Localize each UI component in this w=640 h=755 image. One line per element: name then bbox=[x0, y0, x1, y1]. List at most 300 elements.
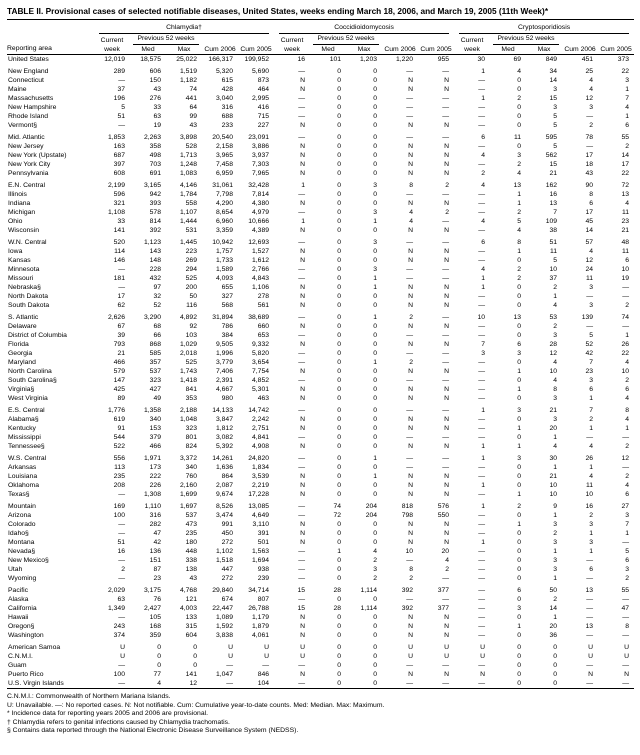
cell: N bbox=[408, 302, 414, 309]
cell: 1 bbox=[625, 86, 630, 93]
cell: 0 bbox=[337, 275, 342, 282]
cell: — bbox=[586, 293, 594, 300]
table-row bbox=[7, 622, 634, 631]
col-header-max: Max bbox=[166, 45, 202, 55]
cell: 359 bbox=[149, 632, 161, 639]
cell: 1,114 bbox=[360, 587, 378, 594]
cell: 1 bbox=[517, 368, 522, 375]
cell: — bbox=[298, 332, 306, 339]
cell: 97 bbox=[153, 284, 161, 291]
cell: N bbox=[300, 86, 306, 93]
reporting-area: Rhode Island bbox=[8, 113, 49, 120]
cell: 6 bbox=[625, 122, 630, 129]
cell: N bbox=[300, 152, 306, 159]
cell: U bbox=[228, 653, 233, 660]
cell: 8 bbox=[625, 407, 630, 414]
cell: 33 bbox=[153, 104, 161, 111]
cell: 1,592 bbox=[215, 623, 233, 630]
cell: N bbox=[408, 200, 414, 207]
cell: 525 bbox=[185, 359, 197, 366]
cell: 37 bbox=[549, 275, 558, 282]
cell: 1,445 bbox=[179, 239, 197, 246]
cell: 89 bbox=[117, 395, 125, 402]
cell: 4 bbox=[553, 359, 558, 366]
cell: — bbox=[478, 161, 486, 168]
cell: 8 bbox=[409, 182, 414, 189]
cell: 340 bbox=[185, 464, 197, 471]
cell: 416 bbox=[257, 104, 270, 111]
cell: 608 bbox=[113, 170, 125, 177]
reporting-area: Mississippi bbox=[8, 434, 41, 441]
cell: 353 bbox=[185, 395, 197, 402]
cell: 660 bbox=[257, 323, 270, 330]
cell: 38 bbox=[549, 227, 558, 234]
cell: 10 bbox=[585, 491, 594, 498]
table-title: TABLE II. Provisional cases of selected notifiable diseases, United States, weeks ending March 18, 2006, and March 19, 2005 (11th Week)* bbox=[7, 6, 549, 16]
cell: 2 bbox=[589, 122, 594, 129]
cell: N bbox=[624, 671, 630, 678]
col-header-cum-2006: Cum 2006 bbox=[202, 34, 238, 55]
cell: 16 bbox=[585, 503, 594, 510]
cell: 1 bbox=[373, 275, 378, 282]
cell: 72 bbox=[333, 512, 342, 519]
reporting-area: Maryland bbox=[8, 359, 36, 366]
cell: 7,754 bbox=[252, 368, 270, 375]
cell: 1,179 bbox=[252, 614, 270, 621]
reporting-area: Ohio bbox=[8, 218, 23, 225]
cell: 691 bbox=[149, 170, 161, 177]
cell: 0 bbox=[337, 416, 342, 423]
cell: 31,061 bbox=[212, 182, 233, 189]
cell: 68 bbox=[153, 323, 161, 330]
cell: N bbox=[300, 77, 306, 84]
cell: — bbox=[442, 134, 450, 141]
cell: — bbox=[118, 614, 125, 621]
cell: 392 bbox=[149, 227, 161, 234]
cell: 0 bbox=[337, 632, 342, 639]
cell: 0 bbox=[157, 662, 161, 669]
cell: — bbox=[118, 122, 125, 129]
cell: 3,359 bbox=[215, 227, 233, 234]
cell: 7 bbox=[481, 341, 486, 348]
cell: — bbox=[406, 377, 414, 384]
cell: 3 bbox=[553, 104, 558, 111]
reporting-area: Colorado bbox=[8, 521, 36, 528]
cell: 1,358 bbox=[143, 407, 161, 414]
cell: 9,505 bbox=[215, 341, 233, 348]
col-header-max: Max bbox=[346, 45, 382, 55]
cell: 21 bbox=[117, 350, 125, 357]
cell: N bbox=[408, 86, 414, 93]
cell: 1 bbox=[517, 491, 522, 498]
cell: 0 bbox=[517, 566, 522, 573]
cell: 1 bbox=[625, 425, 630, 432]
cell: 7,814 bbox=[252, 191, 270, 198]
cell: 43 bbox=[189, 122, 197, 129]
cell: — bbox=[478, 209, 486, 216]
col-header-max: Max bbox=[526, 45, 562, 55]
cell: 4,389 bbox=[252, 227, 270, 234]
cell: 5 bbox=[553, 257, 558, 264]
cell: 561 bbox=[257, 302, 270, 309]
cell: 12 bbox=[189, 680, 197, 687]
cell: 0 bbox=[373, 662, 378, 669]
cell: 0 bbox=[373, 416, 378, 423]
cell: 544 bbox=[113, 434, 125, 441]
reporting-area: South Dakota bbox=[8, 302, 50, 309]
cell: 432 bbox=[149, 275, 161, 282]
col-header-med: Med bbox=[130, 45, 166, 55]
cell: — bbox=[406, 113, 414, 120]
cell: 20 bbox=[441, 548, 450, 555]
cell: 99 bbox=[189, 113, 197, 120]
cell: 14 bbox=[585, 227, 594, 234]
cell: — bbox=[442, 359, 450, 366]
cell: 2,188 bbox=[179, 407, 197, 414]
cell: N bbox=[444, 416, 450, 423]
cell: 0 bbox=[517, 323, 522, 330]
cell: 146 bbox=[113, 257, 125, 264]
cell: — bbox=[478, 332, 486, 339]
cell: — bbox=[478, 257, 486, 264]
cell: 3,847 bbox=[215, 416, 233, 423]
cell: 2,263 bbox=[143, 134, 161, 141]
cell: 1,418 bbox=[179, 377, 197, 384]
cell: — bbox=[298, 191, 306, 198]
cell: 13 bbox=[621, 191, 630, 198]
reporting-area: Guam bbox=[8, 662, 27, 669]
cell: 0 bbox=[373, 407, 378, 414]
cell: 0 bbox=[373, 443, 378, 450]
cell: — bbox=[586, 434, 594, 441]
cell: 113 bbox=[114, 464, 125, 471]
cell: 0 bbox=[337, 122, 342, 129]
cell: 13 bbox=[513, 314, 522, 321]
cell: N bbox=[444, 341, 450, 348]
cell: 272 bbox=[221, 575, 233, 582]
cell: 0 bbox=[517, 512, 522, 519]
cell: 3 bbox=[589, 377, 594, 384]
reporting-area: Missouri bbox=[8, 275, 34, 282]
cell: 0 bbox=[373, 368, 378, 375]
cell: 2 bbox=[121, 566, 125, 573]
cell: 4 bbox=[481, 182, 486, 189]
table-row bbox=[7, 652, 634, 661]
cell: 5 bbox=[121, 104, 125, 111]
cell: — bbox=[478, 191, 486, 198]
cell: N bbox=[408, 323, 414, 330]
cell: 0 bbox=[337, 425, 342, 432]
cell: N bbox=[300, 368, 306, 375]
cell: U bbox=[120, 653, 125, 660]
cell: N bbox=[300, 248, 306, 255]
cell: 25 bbox=[585, 68, 594, 75]
cell: 1,519 bbox=[179, 68, 197, 75]
cell: — bbox=[118, 662, 125, 669]
cell: — bbox=[478, 491, 486, 498]
cell: N bbox=[408, 170, 414, 177]
table-row bbox=[7, 511, 634, 520]
cell: 10 bbox=[549, 491, 558, 498]
cell: 466 bbox=[149, 443, 161, 450]
cell: 1 bbox=[373, 359, 378, 366]
table-row bbox=[7, 631, 634, 640]
cell: — bbox=[298, 104, 306, 111]
cell: — bbox=[442, 434, 450, 441]
cell: — bbox=[478, 86, 486, 93]
cell: 2,199 bbox=[107, 182, 125, 189]
table-row bbox=[7, 538, 634, 547]
cell: N bbox=[408, 671, 414, 678]
cell: 269 bbox=[185, 257, 197, 264]
cell: 141 bbox=[113, 227, 125, 234]
cell: 0 bbox=[337, 359, 342, 366]
cell: — bbox=[298, 596, 306, 603]
cell: 655 bbox=[221, 284, 233, 291]
cell: 5 bbox=[553, 113, 558, 120]
cell: N bbox=[300, 170, 306, 177]
cell: 10,942 bbox=[212, 239, 233, 246]
cell: — bbox=[298, 557, 306, 564]
cell: N bbox=[300, 395, 306, 402]
cell: 3,175 bbox=[143, 587, 161, 594]
cell: 12 bbox=[549, 350, 558, 357]
cell: N bbox=[408, 257, 414, 264]
cell: 1,114 bbox=[360, 605, 378, 612]
cell: 0 bbox=[337, 86, 342, 93]
cell: 2 bbox=[625, 473, 630, 480]
cell: 0 bbox=[517, 473, 522, 480]
cell: N bbox=[300, 227, 306, 234]
reporting-area: United States bbox=[8, 56, 49, 63]
cell: 92 bbox=[189, 323, 197, 330]
cell: 69 bbox=[513, 56, 522, 63]
reporting-area: North Carolina bbox=[8, 368, 52, 375]
cell: 0 bbox=[517, 434, 522, 441]
cell: N bbox=[408, 161, 414, 168]
cell: — bbox=[586, 557, 594, 564]
cell: N bbox=[408, 77, 414, 84]
table-row bbox=[7, 679, 634, 689]
cell: — bbox=[478, 566, 486, 573]
cell: 16 bbox=[549, 191, 558, 198]
cell: 6 bbox=[589, 200, 594, 207]
cell: 8 bbox=[517, 239, 522, 246]
cell: 162 bbox=[545, 182, 558, 189]
cell: 11 bbox=[585, 482, 594, 489]
cell: 109 bbox=[545, 218, 558, 225]
cell: N bbox=[444, 632, 450, 639]
cell: 1 bbox=[373, 218, 378, 225]
cell: 6 bbox=[517, 341, 522, 348]
cell: 323 bbox=[149, 377, 161, 384]
cell: 4,146 bbox=[179, 182, 197, 189]
cell: 0 bbox=[517, 77, 522, 84]
cell: N bbox=[408, 293, 414, 300]
cell: 0 bbox=[337, 191, 342, 198]
cell: — bbox=[478, 359, 486, 366]
notifiable-diseases-table bbox=[7, 19, 634, 689]
cell: 3 bbox=[589, 539, 594, 546]
cell: 0 bbox=[337, 170, 342, 177]
cell: 43 bbox=[153, 86, 161, 93]
cell: 141 bbox=[185, 671, 197, 678]
cell: 841 bbox=[185, 386, 197, 393]
table-row bbox=[7, 556, 634, 565]
cell: N bbox=[444, 395, 450, 402]
cell: 16 bbox=[297, 56, 306, 63]
cell: 0 bbox=[373, 332, 378, 339]
reporting-area: North Dakota bbox=[8, 293, 49, 300]
cell: 377 bbox=[437, 587, 450, 594]
table-row bbox=[7, 160, 634, 169]
cell: 498 bbox=[149, 152, 161, 159]
cell: 6,960 bbox=[215, 218, 233, 225]
cell: 4 bbox=[589, 443, 594, 450]
cell: 0 bbox=[337, 152, 342, 159]
cell: 13 bbox=[513, 182, 522, 189]
cell: N bbox=[444, 386, 450, 393]
cell: 2,160 bbox=[179, 482, 197, 489]
cell: 196 bbox=[113, 95, 125, 102]
cell: N bbox=[300, 341, 306, 348]
cell: — bbox=[226, 662, 233, 669]
cell: U bbox=[264, 644, 270, 651]
cell: 441 bbox=[185, 95, 197, 102]
table-row bbox=[7, 442, 634, 451]
cell: N bbox=[408, 425, 414, 432]
cell: 1,834 bbox=[252, 464, 270, 471]
cell: 2 bbox=[625, 143, 630, 150]
cell: 5,820 bbox=[252, 350, 270, 357]
cell: — bbox=[442, 407, 450, 414]
table-row bbox=[7, 181, 634, 190]
cell: — bbox=[478, 521, 486, 528]
reporting-area: S. Atlantic bbox=[8, 314, 39, 321]
cell: — bbox=[298, 209, 306, 216]
cell: 2 bbox=[553, 596, 558, 603]
cell: 43 bbox=[585, 170, 594, 177]
cell: 55 bbox=[621, 587, 630, 594]
cell: 0 bbox=[337, 596, 342, 603]
cell: 0 bbox=[373, 644, 378, 651]
table-row bbox=[7, 586, 634, 595]
cell: — bbox=[406, 407, 414, 414]
cell: — bbox=[442, 275, 450, 282]
cell: — bbox=[442, 575, 450, 582]
cell: 3 bbox=[625, 566, 630, 573]
cell: N bbox=[444, 143, 450, 150]
table-row bbox=[7, 301, 634, 310]
cell: U bbox=[300, 653, 306, 660]
cell: — bbox=[406, 464, 414, 471]
cell: 67 bbox=[117, 323, 125, 330]
cell: — bbox=[586, 323, 594, 330]
cell: 0 bbox=[337, 386, 342, 393]
table-row bbox=[7, 643, 634, 652]
cell: 2 bbox=[589, 512, 594, 519]
cell: 3,898 bbox=[179, 134, 197, 141]
cell: 1,563 bbox=[252, 548, 270, 555]
cell: 6 bbox=[517, 587, 522, 594]
cell: 0 bbox=[337, 395, 342, 402]
cell: U bbox=[408, 653, 414, 660]
cell: 0 bbox=[373, 482, 378, 489]
cell: N bbox=[300, 302, 306, 309]
cell: 1 bbox=[337, 548, 342, 555]
table-row bbox=[7, 358, 634, 367]
cell: — bbox=[478, 368, 486, 375]
cell: 0 bbox=[373, 464, 378, 471]
reporting-area: C.N.M.I. bbox=[8, 653, 33, 660]
reporting-area: W.S. Central bbox=[8, 455, 47, 462]
table-row bbox=[7, 490, 634, 499]
cell: 2 bbox=[517, 161, 522, 168]
table-row bbox=[7, 472, 634, 481]
cell: 6 bbox=[481, 239, 486, 246]
cell: 9,332 bbox=[252, 341, 270, 348]
table-row bbox=[7, 151, 634, 160]
cell: 36 bbox=[549, 632, 558, 639]
table-row bbox=[7, 322, 634, 331]
cell: 10 bbox=[549, 266, 558, 273]
cell: 392 bbox=[401, 605, 414, 612]
cell: 619 bbox=[113, 416, 125, 423]
cell: 576 bbox=[437, 503, 450, 510]
reporting-area: Florida bbox=[8, 341, 29, 348]
cell: 562 bbox=[545, 152, 558, 159]
cell: — bbox=[478, 575, 486, 582]
cell: 1,699 bbox=[179, 491, 197, 498]
cell: 13,085 bbox=[248, 503, 270, 510]
cell: 32,428 bbox=[248, 182, 270, 189]
cell: 0 bbox=[373, 113, 378, 120]
cell: U bbox=[588, 653, 594, 660]
cell: 1 bbox=[481, 455, 486, 462]
cell: 942 bbox=[149, 191, 161, 198]
cell: 101 bbox=[329, 56, 342, 63]
cell: 12 bbox=[585, 95, 594, 102]
cell: 338 bbox=[185, 557, 197, 564]
cell: 0 bbox=[517, 122, 522, 129]
cell: N bbox=[444, 227, 450, 234]
footnote-asterisk: * Incidence data for reporting years 2005 and 2006 are provisional. bbox=[7, 710, 209, 718]
reporting-area: Wisconsin bbox=[8, 227, 39, 234]
cell: — bbox=[118, 530, 125, 537]
cell: 4 bbox=[481, 266, 486, 273]
cell: 451 bbox=[581, 56, 594, 63]
cell: 448 bbox=[185, 548, 197, 555]
table-row bbox=[7, 142, 634, 151]
table-row bbox=[7, 283, 634, 292]
cell: — bbox=[298, 134, 306, 141]
cell: — bbox=[442, 266, 450, 273]
cell: — bbox=[478, 104, 486, 111]
cell: 0 bbox=[517, 284, 522, 291]
cell: U bbox=[480, 644, 486, 651]
cell: 1,697 bbox=[179, 503, 197, 510]
cell: 1,047 bbox=[215, 671, 233, 678]
cell: 6 bbox=[589, 566, 594, 573]
cell: N bbox=[444, 248, 450, 255]
cell: 4 bbox=[409, 218, 414, 225]
cell: 180 bbox=[185, 539, 197, 546]
cell: 0 bbox=[337, 113, 342, 120]
cell: 0 bbox=[337, 575, 342, 582]
cell: 980 bbox=[221, 395, 233, 402]
cell: 2,018 bbox=[179, 350, 197, 357]
cell: 72 bbox=[621, 182, 630, 189]
